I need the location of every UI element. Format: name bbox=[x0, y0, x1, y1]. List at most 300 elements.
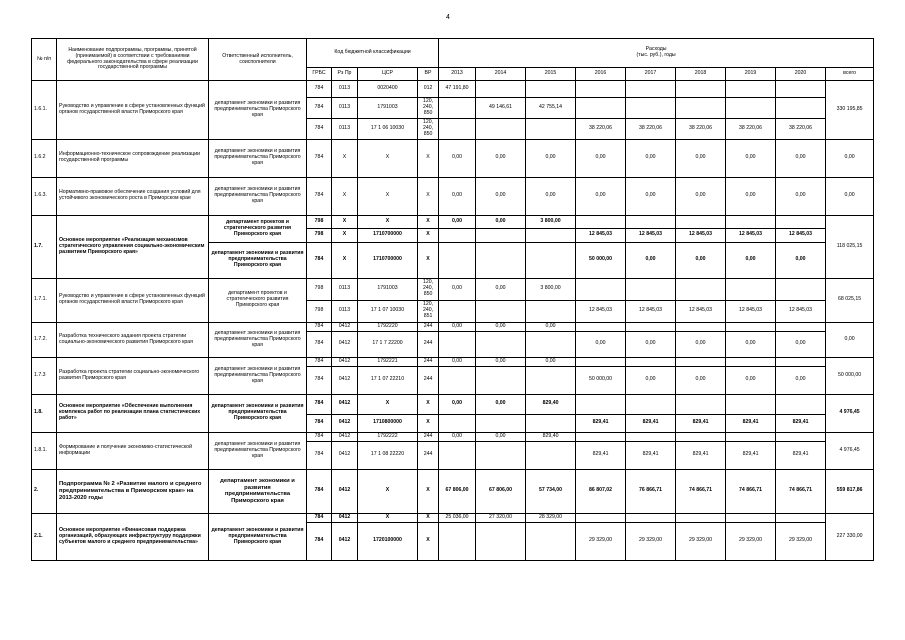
value-2014 bbox=[476, 522, 526, 560]
value-2019 bbox=[726, 278, 776, 300]
value-2018: 38 220,06 bbox=[676, 119, 726, 140]
value-2016: 86 807,02 bbox=[576, 469, 626, 513]
csr-cell: 1792220 bbox=[358, 322, 418, 331]
grbs-cell: 784 bbox=[307, 357, 332, 366]
value-2013: 0,00 bbox=[439, 357, 476, 366]
value-2017: 0,00 bbox=[626, 331, 676, 357]
value-2017: 0,00 bbox=[626, 366, 676, 394]
value-2015: 28 329,00 bbox=[526, 513, 576, 522]
value-2020 bbox=[776, 322, 826, 331]
value-2015 bbox=[526, 522, 576, 560]
grbs-cell: 798 bbox=[307, 300, 332, 322]
vr-cell: X bbox=[418, 469, 439, 513]
value-2017 bbox=[626, 513, 676, 522]
value-2014: 67 806,00 bbox=[476, 469, 526, 513]
csr-cell: 17 1 07 10030 bbox=[358, 300, 418, 322]
value-total: 118 025,15 bbox=[826, 215, 874, 278]
row-executor: департамент экономики и развития предпринимательства Приморского края bbox=[209, 394, 307, 432]
value-2014: 0,00 bbox=[476, 215, 526, 228]
vr-cell: 244 bbox=[418, 441, 439, 469]
value-2013: 0,00 bbox=[439, 322, 476, 331]
grbs-cell: 798 bbox=[307, 215, 332, 228]
value-2020 bbox=[776, 278, 826, 300]
value-2020: 12 845,03 bbox=[776, 228, 826, 242]
csr-cell: 17 1 07 22210 bbox=[358, 366, 418, 394]
value-2018 bbox=[676, 278, 726, 300]
value-2019: 0,00 bbox=[726, 366, 776, 394]
value-total: 227 330,00 bbox=[826, 513, 874, 560]
value-2019 bbox=[726, 98, 776, 119]
value-2016 bbox=[576, 278, 626, 300]
value-2014: 49 146,61 bbox=[476, 98, 526, 119]
value-2018: 0,00 bbox=[676, 139, 726, 177]
row-name: Руководство и управление в сфере установленных функций органов государственной власти Приморского края bbox=[57, 278, 209, 322]
value-2018: 0,00 bbox=[676, 366, 726, 394]
rzpr-cell: 0113 bbox=[332, 300, 358, 322]
table-row bbox=[32, 81, 874, 98]
value-2016 bbox=[576, 432, 626, 441]
row-number: 2. bbox=[32, 469, 57, 513]
value-2014 bbox=[476, 300, 526, 322]
value-2018: 829,41 bbox=[676, 441, 726, 469]
value-2020: 829,41 bbox=[776, 441, 826, 469]
rzpr-cell: 0412 bbox=[332, 366, 358, 394]
value-2020 bbox=[776, 357, 826, 366]
value-2017: 0,00 bbox=[626, 139, 676, 177]
col-2016: 2016 bbox=[576, 68, 626, 81]
value-2019 bbox=[726, 215, 776, 228]
value-2020: 0,00 bbox=[776, 177, 826, 215]
value-2016: 38 220,06 bbox=[576, 119, 626, 140]
vr-cell: 120, 240, 850 bbox=[418, 98, 439, 119]
value-2017 bbox=[626, 394, 676, 414]
grbs-cell: 784 bbox=[307, 394, 332, 414]
row-executor: департамент экономики и развития предпринимательства Приморского края bbox=[209, 432, 307, 469]
value-2018: 0,00 bbox=[676, 242, 726, 278]
rzpr-cell: 0412 bbox=[332, 432, 358, 441]
row-executor: департамент проектов и стратегического развития Приморского края bbox=[209, 215, 307, 242]
value-2014: 0,00 bbox=[476, 322, 526, 331]
value-2017: 829,41 bbox=[626, 414, 676, 432]
row-number: 1.7.1. bbox=[32, 278, 57, 322]
value-2015: 57 734,00 bbox=[526, 469, 576, 513]
value-2016: 0,00 bbox=[576, 331, 626, 357]
value-2017 bbox=[626, 98, 676, 119]
page-number: 4 bbox=[446, 14, 450, 21]
grbs-cell: 784 bbox=[307, 432, 332, 441]
rzpr-cell: 0412 bbox=[332, 357, 358, 366]
value-total: 0,00 bbox=[826, 322, 874, 357]
value-2019: 0,00 bbox=[726, 331, 776, 357]
value-total: 50 000,00 bbox=[826, 357, 874, 394]
grbs-cell: 784 bbox=[307, 469, 332, 513]
value-2018: 29 329,00 bbox=[676, 522, 726, 560]
rzpr-cell: 0412 bbox=[332, 331, 358, 357]
value-2019 bbox=[726, 432, 776, 441]
expenses-unit: (тыс. руб.), годы bbox=[636, 52, 676, 58]
rzpr-cell: 0412 bbox=[332, 394, 358, 414]
value-2013: 0,00 bbox=[439, 394, 476, 414]
value-2017 bbox=[626, 357, 676, 366]
value-2019: 74 866,71 bbox=[726, 469, 776, 513]
value-2017: 829,41 bbox=[626, 441, 676, 469]
row-number: 2.1. bbox=[32, 513, 57, 560]
table-row bbox=[32, 177, 874, 215]
col-2019: 2019 bbox=[726, 68, 776, 81]
row-name: Разработка технического задания проекта стратегии социально-экономического развития Приморского края bbox=[57, 322, 209, 357]
csr-cell: 1710700000 bbox=[358, 242, 418, 278]
grbs-cell: 784 bbox=[307, 366, 332, 394]
rzpr-cell: 0412 bbox=[332, 414, 358, 432]
value-2019: 829,41 bbox=[726, 441, 776, 469]
value-2017 bbox=[626, 81, 676, 98]
value-2014: 0,00 bbox=[476, 177, 526, 215]
value-2016: 12 845,03 bbox=[576, 228, 626, 242]
value-2018 bbox=[676, 394, 726, 414]
value-2017: 12 845,03 bbox=[626, 228, 676, 242]
vr-cell: X bbox=[418, 177, 439, 215]
table-row bbox=[32, 513, 874, 522]
row-number: 1.8.1. bbox=[32, 432, 57, 469]
value-2013 bbox=[439, 441, 476, 469]
col-rzpr: Рз Пр bbox=[332, 68, 358, 81]
rzpr-cell: 0113 bbox=[332, 278, 358, 300]
row-executor: департамент экономики и развития предпринимательства Приморского края bbox=[209, 81, 307, 140]
value-2014: 0,00 bbox=[476, 357, 526, 366]
value-2018: 829,41 bbox=[676, 414, 726, 432]
col-2020: 2020 bbox=[776, 68, 826, 81]
value-2015: 3 800,00 bbox=[526, 215, 576, 228]
rzpr-cell: X bbox=[332, 177, 358, 215]
row-name: Информационно-техническое сопровождение реализации государственной программы bbox=[57, 139, 209, 177]
vr-cell: X bbox=[418, 414, 439, 432]
value-total: 0,00 bbox=[826, 139, 874, 177]
value-total: 4 976,45 bbox=[826, 394, 874, 432]
value-2013: 0,00 bbox=[439, 177, 476, 215]
table-row bbox=[32, 432, 874, 441]
row-executor: департамент экономики и развития предпринимательства Приморского края bbox=[209, 322, 307, 357]
rzpr-cell: X bbox=[332, 228, 358, 242]
grbs-cell: 784 bbox=[307, 139, 332, 177]
value-total: 330 195,85 bbox=[826, 81, 874, 140]
value-2019: 829,41 bbox=[726, 414, 776, 432]
value-2013: 0,00 bbox=[439, 432, 476, 441]
value-2019 bbox=[726, 394, 776, 414]
value-2016: 829,41 bbox=[576, 441, 626, 469]
value-2017 bbox=[626, 215, 676, 228]
grbs-cell: 798 bbox=[307, 228, 332, 242]
value-2016 bbox=[576, 357, 626, 366]
csr-cell: X bbox=[358, 513, 418, 522]
row-name: Основное мероприятие «Обеспечение выполнения комплекса работ по реализации плана статистических работ» bbox=[57, 394, 209, 432]
table-row bbox=[32, 278, 874, 300]
rzpr-cell: X bbox=[332, 139, 358, 177]
value-2020: 29 329,00 bbox=[776, 522, 826, 560]
rzpr-cell: 0412 bbox=[332, 469, 358, 513]
row-number: 1.8. bbox=[32, 394, 57, 432]
value-total: 68 025,15 bbox=[826, 278, 874, 322]
value-2019: 0,00 bbox=[726, 242, 776, 278]
row-executor: департамент экономики и развития предпринимательства Приморского края bbox=[209, 513, 307, 560]
value-total: 559 817,86 bbox=[826, 469, 874, 513]
grbs-cell: 784 bbox=[307, 242, 332, 278]
value-2018 bbox=[676, 432, 726, 441]
value-2013: 25 036,00 bbox=[439, 513, 476, 522]
value-2016 bbox=[576, 98, 626, 119]
table-row bbox=[32, 322, 874, 331]
value-2013 bbox=[439, 98, 476, 119]
value-2020: 0,00 bbox=[776, 331, 826, 357]
value-2019 bbox=[726, 513, 776, 522]
value-2016 bbox=[576, 322, 626, 331]
value-2020: 0,00 bbox=[776, 139, 826, 177]
grbs-cell: 784 bbox=[307, 513, 332, 522]
csr-cell: 17 1 08 22220 bbox=[358, 441, 418, 469]
csr-cell: 1710700000 bbox=[358, 228, 418, 242]
value-2013: 67 806,00 bbox=[439, 469, 476, 513]
value-2013: 0,00 bbox=[439, 278, 476, 300]
value-2013 bbox=[439, 119, 476, 140]
value-2015: 3 800,00 bbox=[526, 278, 576, 300]
col-2018: 2018 bbox=[676, 68, 726, 81]
table-row bbox=[32, 215, 874, 228]
row-name: Основное мероприятие «Финансовая поддержка организаций, образующих инфраструктуру поддержки субъектов малого и среднего предпринимательства» bbox=[57, 513, 209, 560]
value-2015 bbox=[526, 366, 576, 394]
row-executor: департамент экономики и развития предпринимательства Приморского края bbox=[209, 242, 307, 278]
rzpr-cell: 0113 bbox=[332, 119, 358, 140]
vr-cell: 120, 240, 850 bbox=[418, 119, 439, 140]
col-total: всего bbox=[826, 68, 874, 81]
col-2013: 2013 bbox=[439, 68, 476, 81]
rzpr-cell: 0412 bbox=[332, 513, 358, 522]
col-vr: ВР bbox=[418, 68, 439, 81]
value-2019: 12 845,03 bbox=[726, 228, 776, 242]
value-2018: 0,00 bbox=[676, 331, 726, 357]
value-2014: 0,00 bbox=[476, 139, 526, 177]
row-name: Основное мероприятие «Реализация механизмов стратегического управления социально-экономическим развитием Приморского края» bbox=[57, 215, 209, 278]
expenses-title: Расходы bbox=[645, 46, 667, 53]
value-2016 bbox=[576, 513, 626, 522]
row-name: Разработка проекта стратегии социально-экономического развития Приморского края bbox=[57, 357, 209, 394]
value-2020: 0,00 bbox=[776, 366, 826, 394]
value-2014: 27 320,00 bbox=[476, 513, 526, 522]
row-executor: департамент экономики и развития предпринимательства Приморского края bbox=[209, 357, 307, 394]
value-2018 bbox=[676, 322, 726, 331]
value-2013: 47 191,80 bbox=[439, 81, 476, 98]
vr-cell: X bbox=[418, 513, 439, 522]
value-2017: 29 329,00 bbox=[626, 522, 676, 560]
value-2017 bbox=[626, 278, 676, 300]
value-2015: 829,40 bbox=[526, 394, 576, 414]
col-executor-header: Ответственный исполнитель, соисполнители bbox=[209, 39, 307, 81]
grbs-cell: 784 bbox=[307, 441, 332, 469]
table-row bbox=[32, 469, 874, 513]
value-2017: 0,00 bbox=[626, 242, 676, 278]
grbs-cell: 784 bbox=[307, 98, 332, 119]
value-2013 bbox=[439, 331, 476, 357]
value-2019 bbox=[726, 357, 776, 366]
vr-cell: X bbox=[418, 394, 439, 414]
value-2016 bbox=[576, 81, 626, 98]
value-2014: 0,00 bbox=[476, 278, 526, 300]
value-2020 bbox=[776, 98, 826, 119]
value-2020 bbox=[776, 513, 826, 522]
value-2018: 74 866,71 bbox=[676, 469, 726, 513]
grbs-cell: 784 bbox=[307, 119, 332, 140]
vr-cell: 244 bbox=[418, 432, 439, 441]
value-2013 bbox=[439, 300, 476, 322]
value-2019: 12 845,03 bbox=[726, 300, 776, 322]
value-2016: 29 329,00 bbox=[576, 522, 626, 560]
vr-cell: 244 bbox=[418, 357, 439, 366]
value-2017: 76 866,71 bbox=[626, 469, 676, 513]
value-2018: 12 845,03 bbox=[676, 300, 726, 322]
vr-cell: X bbox=[418, 522, 439, 560]
csr-cell: X bbox=[358, 469, 418, 513]
value-2020 bbox=[776, 215, 826, 228]
grbs-cell: 798 bbox=[307, 278, 332, 300]
row-number: 1.6.2 bbox=[32, 139, 57, 177]
row-name: Формирование и получение экономико-статистической информации bbox=[57, 432, 209, 469]
value-2013 bbox=[439, 242, 476, 278]
value-2018 bbox=[676, 513, 726, 522]
value-2013 bbox=[439, 522, 476, 560]
value-2016: 50 000,00 bbox=[576, 242, 626, 278]
value-2017: 12 845,03 bbox=[626, 300, 676, 322]
value-2017: 0,00 bbox=[626, 177, 676, 215]
value-2020: 12 845,03 bbox=[776, 300, 826, 322]
csr-cell: 1792222 bbox=[358, 432, 418, 441]
value-2015 bbox=[526, 119, 576, 140]
value-2015 bbox=[526, 441, 576, 469]
rzpr-cell: 0113 bbox=[332, 81, 358, 98]
value-2015 bbox=[526, 331, 576, 357]
rzpr-cell: X bbox=[332, 242, 358, 278]
csr-cell: 1720100000 bbox=[358, 522, 418, 560]
value-2015: 0,00 bbox=[526, 177, 576, 215]
value-2018: 0,00 bbox=[676, 177, 726, 215]
col-2014: 2014 bbox=[476, 68, 526, 81]
vr-cell: 120, 240, 850 bbox=[418, 278, 439, 300]
grbs-cell: 784 bbox=[307, 322, 332, 331]
csr-cell: 0020400 bbox=[358, 81, 418, 98]
value-2014 bbox=[476, 331, 526, 357]
value-2013 bbox=[439, 414, 476, 432]
col-num-header: № п/п bbox=[32, 39, 57, 81]
value-2014 bbox=[476, 228, 526, 242]
row-name: Подпрограмма № 2 «Развитие малого и среднего предпринимательства в Приморском крае» на 2013-2020 годы bbox=[57, 469, 209, 513]
value-2019: 0,00 bbox=[726, 177, 776, 215]
value-2014 bbox=[476, 366, 526, 394]
row-number: 1.6.1. bbox=[32, 81, 57, 140]
row-number: 1.7. bbox=[32, 215, 57, 278]
value-2015: 42 755,14 bbox=[526, 98, 576, 119]
csr-cell: X bbox=[358, 394, 418, 414]
col-2017: 2017 bbox=[626, 68, 676, 81]
rzpr-cell: 0412 bbox=[332, 441, 358, 469]
vr-cell: X bbox=[418, 139, 439, 177]
value-2020: 38 220,06 bbox=[776, 119, 826, 140]
value-2016: 12 845,03 bbox=[576, 300, 626, 322]
vr-cell: 244 bbox=[418, 322, 439, 331]
value-2018 bbox=[676, 81, 726, 98]
csr-cell: 17 1 06 10030 bbox=[358, 119, 418, 140]
rzpr-cell: 0412 bbox=[332, 522, 358, 560]
value-2015: 0,00 bbox=[526, 139, 576, 177]
value-2020 bbox=[776, 432, 826, 441]
rzpr-cell: 0412 bbox=[332, 322, 358, 331]
grbs-cell: 784 bbox=[307, 177, 332, 215]
table-row bbox=[32, 394, 874, 414]
value-2016: 0,00 bbox=[576, 139, 626, 177]
row-executor: департамент экономики и развития предпринимательства Приморского края bbox=[209, 139, 307, 177]
row-executor: департамент экономики и развития предпринимательства Приморского края bbox=[209, 469, 307, 513]
vr-cell: X bbox=[418, 215, 439, 228]
value-2013: 0,00 bbox=[439, 215, 476, 228]
table-row bbox=[32, 357, 874, 366]
expenses-header bbox=[439, 39, 874, 68]
value-2020: 74 866,71 bbox=[776, 469, 826, 513]
value-2020 bbox=[776, 394, 826, 414]
row-executor: департамент экономики и развития предпринимательства Приморского края bbox=[209, 177, 307, 215]
table-row bbox=[32, 139, 874, 177]
value-2013: 0,00 bbox=[439, 139, 476, 177]
csr-cell: 1791003 bbox=[358, 278, 418, 300]
value-2020: 0,00 bbox=[776, 242, 826, 278]
value-2014 bbox=[476, 242, 526, 278]
value-2015: 0,00 bbox=[526, 322, 576, 331]
value-2015 bbox=[526, 228, 576, 242]
row-number: 1.7.2. bbox=[32, 322, 57, 357]
value-2015 bbox=[526, 81, 576, 98]
header-row bbox=[32, 39, 874, 68]
col-grbs: ГРБС bbox=[307, 68, 332, 81]
value-2019 bbox=[726, 322, 776, 331]
value-2015 bbox=[526, 300, 576, 322]
grbs-cell: 784 bbox=[307, 331, 332, 357]
value-2016: 50 000,00 bbox=[576, 366, 626, 394]
rzpr-cell: 0113 bbox=[332, 98, 358, 119]
col-2015: 2015 bbox=[526, 68, 576, 81]
csr-cell: X bbox=[358, 215, 418, 228]
csr-cell: X bbox=[358, 139, 418, 177]
value-2016 bbox=[576, 394, 626, 414]
col-name-header: Наименование подпрограммы, программы, принятой (принимаемой) в соответствии с требованиями федерального законодательства в сфере реализации государственной программы bbox=[57, 39, 209, 81]
row-executor: департамент проектов и стратегического развития Приморского края bbox=[209, 278, 307, 322]
value-2015: 829,40 bbox=[526, 432, 576, 441]
value-2016: 829,41 bbox=[576, 414, 626, 432]
rzpr-cell: X bbox=[332, 215, 358, 228]
value-2019: 0,00 bbox=[726, 139, 776, 177]
budget-code-header: Код бюджетной классификации bbox=[307, 39, 439, 68]
value-2018 bbox=[676, 357, 726, 366]
value-2014: 0,00 bbox=[476, 432, 526, 441]
value-2019 bbox=[726, 81, 776, 98]
value-total: 4 976,45 bbox=[826, 432, 874, 469]
value-2016: 0,00 bbox=[576, 177, 626, 215]
csr-cell: X bbox=[358, 177, 418, 215]
vr-cell: 120, 240, 851 bbox=[418, 300, 439, 322]
vr-cell: 244 bbox=[418, 366, 439, 394]
grbs-cell: 784 bbox=[307, 522, 332, 560]
value-2017: 38 220,06 bbox=[626, 119, 676, 140]
value-2014: 0,00 bbox=[476, 394, 526, 414]
value-2020: 829,41 bbox=[776, 414, 826, 432]
value-2020 bbox=[776, 81, 826, 98]
value-2014 bbox=[476, 414, 526, 432]
csr-cell: 1710800000 bbox=[358, 414, 418, 432]
row-number: 1.7.3 bbox=[32, 357, 57, 394]
